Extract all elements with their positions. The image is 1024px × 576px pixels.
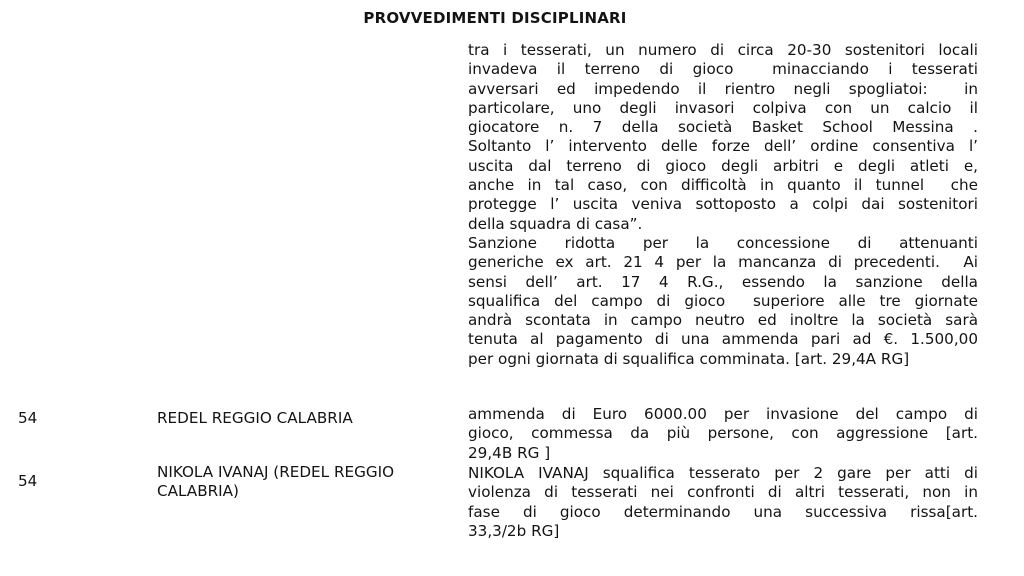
name-line: REDEL REGGIO CALABRIA (157, 409, 353, 427)
name-line: CALABRIA) (157, 482, 239, 501)
text-line: giocatore n. 7 della società Basket School Messina . (468, 118, 978, 137)
row-number: 54 (18, 409, 38, 427)
text-line: invadeva il terreno di gioco minacciando i tesserati (468, 60, 978, 79)
text-line: particolare, uno degli invasori colpiva con un calcio il (468, 98, 978, 117)
row-name (157, 463, 457, 502)
row-number: 54 (18, 472, 38, 490)
text-line: protegge l’ uscita veniva sottoposto a colpi dai sostenitori (468, 195, 978, 214)
text-line: sensi dell’ art. 17 4 R.G., essendo la sanzione della (468, 272, 978, 291)
text-line: 29,4B RG ] (468, 443, 551, 462)
text-line: tenuta al pagamento di una ammenda pari ad €. 1.500,00 (468, 330, 978, 349)
text-line: Sanzione ridotta per la concessione di attenuanti (468, 233, 978, 252)
intro-paragraph (468, 41, 978, 369)
text-line: avversari ed impedendo il rientro negli spogliatoi: in (468, 79, 978, 98)
text-line: violenza di tesserati nei confronti di altri tesserati, non in (468, 483, 978, 502)
row-name (157, 409, 457, 428)
text-line: 33,3/2b RG] (468, 521, 560, 540)
text-line: Soltanto l’ intervento delle forze dell’ ordine consentiva l’ (468, 137, 978, 156)
text-line: per ogni giornata di squalifica comminata. [art. 29,4A RG] (468, 349, 910, 368)
text-line: generiche ex art. 21 4 per la mancanza di precedenti. Ai (468, 253, 978, 272)
text-line: della squadra di casa”. (468, 214, 643, 233)
row-text (468, 405, 978, 463)
text-line: uscita dal terreno di gioco degli arbitri e degli atleti e, (468, 156, 978, 175)
text-line: squalifica del campo di gioco superiore alle tre giornate (468, 291, 978, 310)
text-line: tra i tesserati, un numero di circa 20-30 sostenitori locali (468, 41, 978, 59)
text-line: fase di gioco determinando una successiva rissa[art. (468, 502, 978, 521)
text-line: ammenda di Euro 6000.00 per invasione del campo di (468, 405, 978, 423)
row-text (468, 464, 978, 541)
text-line: anche in tal caso, con difficoltà in quanto il tunnel che (468, 176, 978, 195)
text-line: NIKOLA IVANAJ squalifica tesserato per 2 gare per atti di (468, 464, 978, 482)
page-title: PROVVEDIMENTI DISCIPLINARI (363, 9, 627, 27)
text-line: andrà scontata in campo neutro ed inoltre la società sarà (468, 311, 978, 330)
text-line: gioco, commessa da più persone, con aggressione [art. (468, 424, 978, 443)
name-line: NIKOLA IVANAJ (REDEL REGGIO (157, 463, 395, 481)
